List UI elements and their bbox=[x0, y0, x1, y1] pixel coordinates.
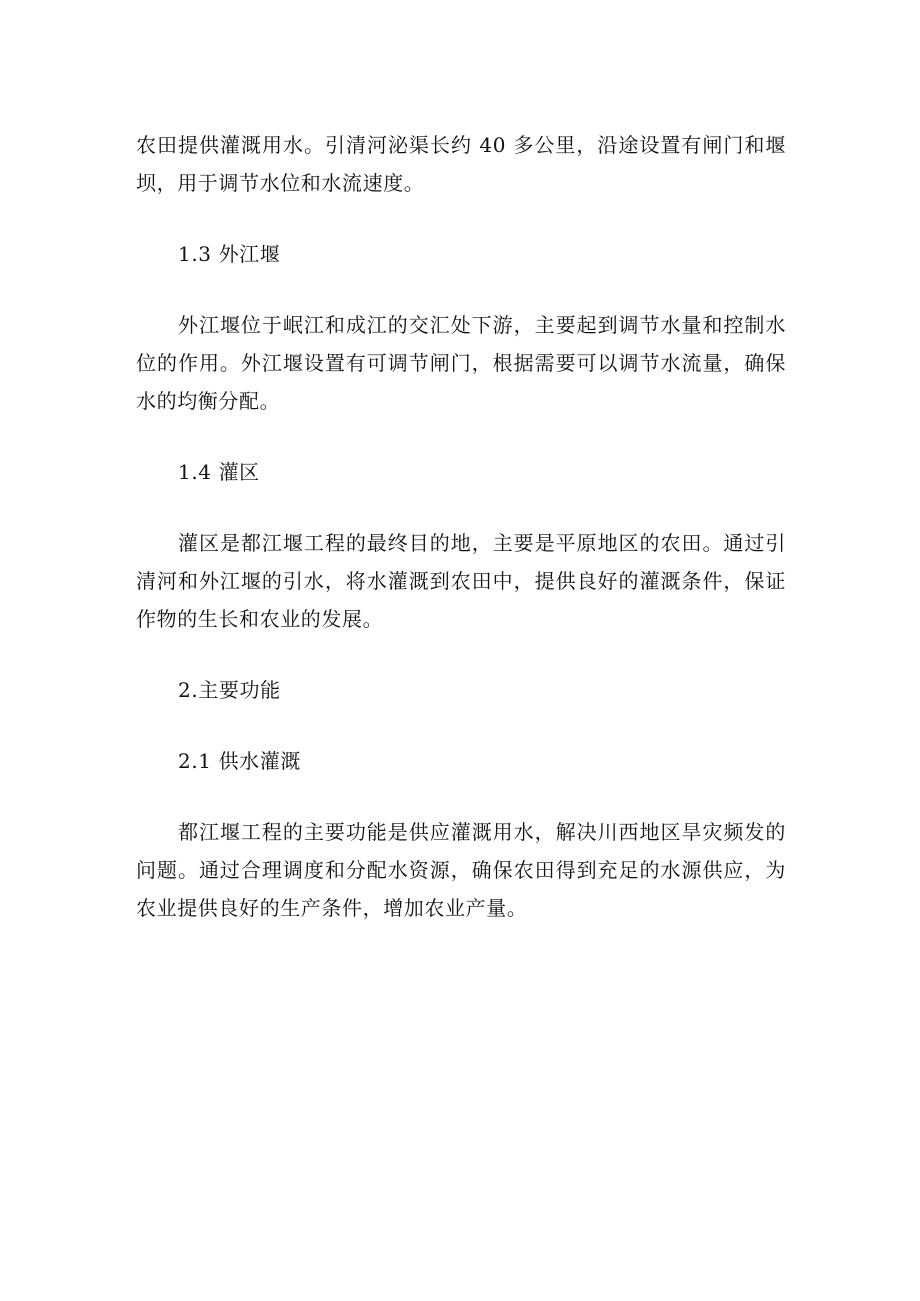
document-body bbox=[136, 126, 786, 927]
section-heading-1-3: 1.3 外江堰 bbox=[178, 242, 281, 266]
section-body-1-3: 外江堰位于岷江和成江的交汇处下游，主要起到调节水量和控制水位的作用。外江堰设置有可调节闸门，根据需要可以调节水流量，确保水的均衡分配。 bbox=[136, 313, 786, 413]
continuation-paragraph: 农田提供灌溉用水。引清河泌渠长约 40 多公里，沿途设置有闸门和堰坝，用于调节水位和水流速度。 bbox=[136, 133, 786, 195]
section-body-1-4: 灌区是都江堰工程的最终目的地，主要是平原地区的农田。通过引清河和外江堰的引水，将水灌溉到农田中，提供良好的灌溉条件，保证作物的生长和农业的发展。 bbox=[136, 531, 786, 631]
section-heading-1-4: 1.4 灌区 bbox=[178, 460, 260, 484]
section-body-2-1: 都江堰工程的主要功能是供应灌溉用水，解决川西地区旱灾频发的问题。通过合理调度和分配水资源，确保农田得到充足的水源供应，为农业提供良好的生产条件，增加农业产量。 bbox=[136, 820, 786, 920]
section-heading-2-1: 2.1 供水灌溉 bbox=[178, 749, 301, 773]
section-heading-2: 2.主要功能 bbox=[178, 678, 281, 702]
